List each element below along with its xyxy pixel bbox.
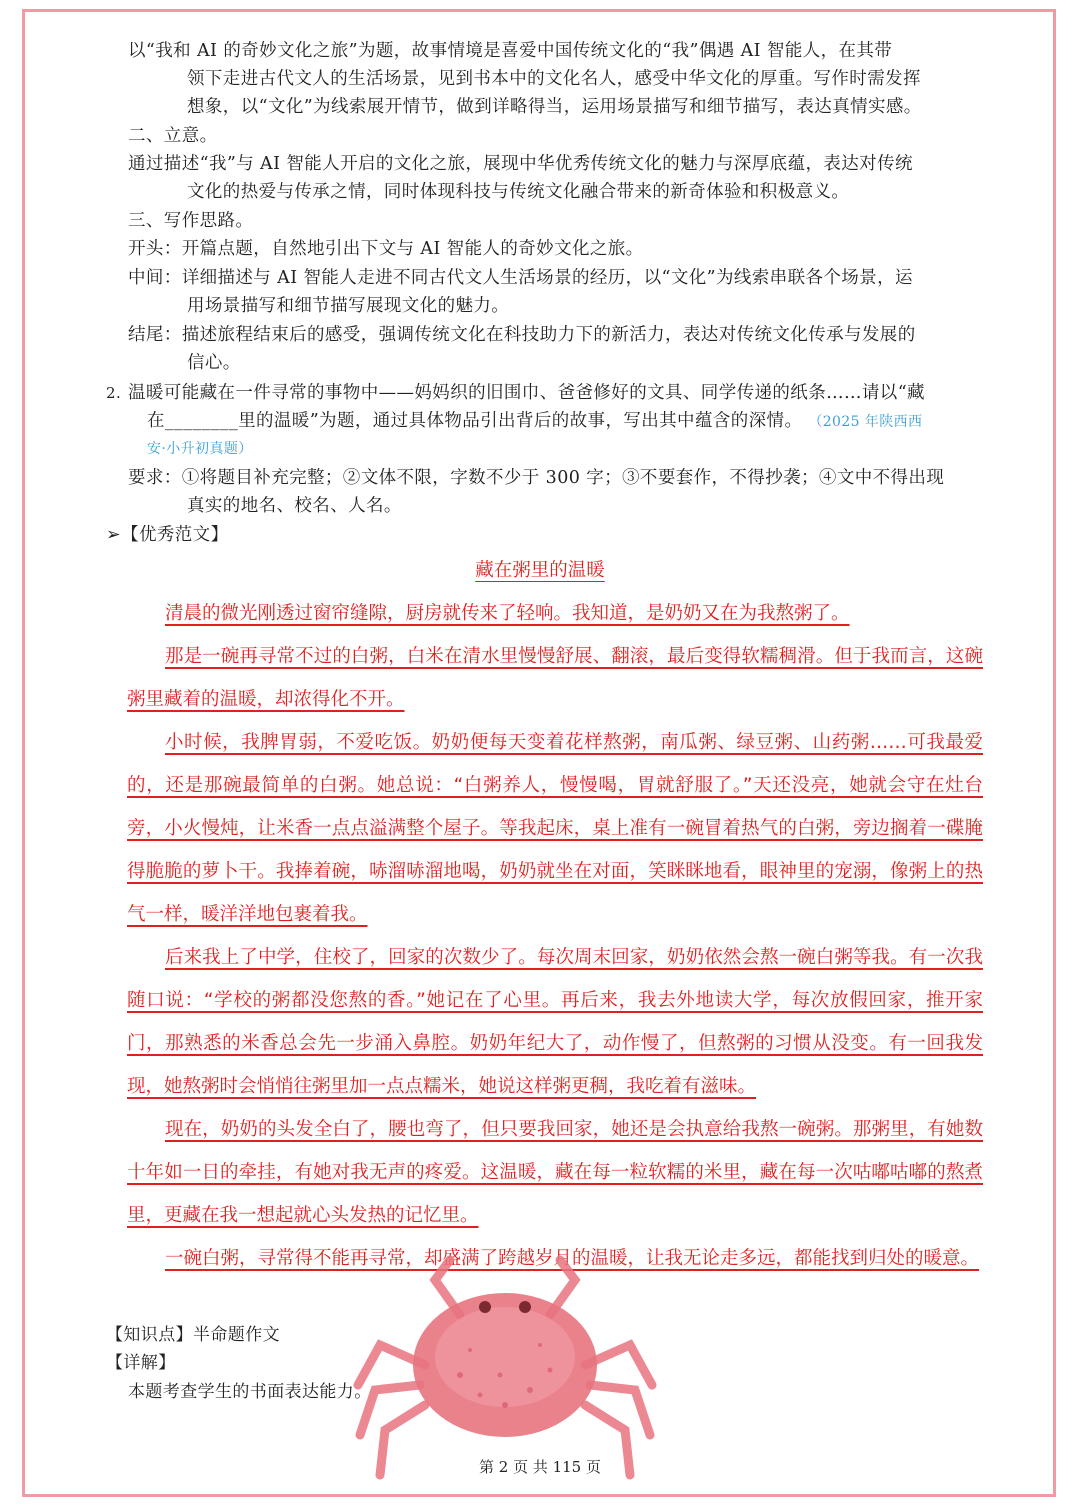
essay-paragraph: 现在，奶奶的头发全白了，腰也弯了，但只要我回家，她还是会执意给我熬一碗粥。那粥里，有她数十年如一日的牵挂，有她对我无声的疼爱。这温暖，藏在每一粒软糯的米里，藏在每一次咕嘟咕嘟的熬煮里，更藏在我一想起就心头发热的记忆里。 — [127, 1119, 983, 1226]
question-text-line: 在________里的温暖”为题，通过具体物品引出背后的故事，写出其中蕴含的深情。 — [147, 411, 803, 431]
outline-ending: 信心。 — [187, 353, 241, 373]
question-source: （2025 年陕西西 — [808, 414, 923, 430]
essay-paragraph: 那是一碗再寻常不过的白粥，白米在清水里慢慢舒展、翻滚，最后变得软糯稠滑。但于我而言，这碗粥里藏着的温暖，却浓得化不开。 — [127, 646, 983, 710]
section-heading: 三、写作思路。 — [128, 211, 254, 231]
question-text: 温暖可能藏在一件寻常的事物中——妈妈织的旧围巾、爸爸修好的文具、同学传递的纸条……请以“藏 — [128, 383, 925, 403]
outline-middle: 中间：详细描述与 AI 智能人走进不同古代文人生活场景的经历，以“文化”为线索串联各个场景，运 — [128, 268, 913, 288]
essay-paragraph: 小时候，我脾胃弱，不爱吃饭。奶奶便每天变着花样熬粥，南瓜粥、绿豆粥、山药粥……可我最爱的，还是那碗最简单的白粥。她总说：“白粥养人，慢慢喝，胃就舒服了。”天还没亮，她就会守在灶台旁，小火慢炖，让米香一点点溢满整个屋子。等我起床，桌上准有一碗冒着热气的白粥，旁边搁着一碟腌得脆脆的萝卜干。我捧着碗，哧溜哧溜地喝，奶奶就坐在对面，笑眯眯地看，眼神里的宠溺，像粥上的热气一样，暖洋洋地包裹着我。 — [127, 732, 983, 925]
essay-body — [127, 592, 983, 1280]
essay-paragraph: 清晨的微光刚透过窗帘缝隙，厨房就传来了轻响。我知道，是奶奶又在为我熬粥了。 — [165, 603, 850, 624]
explanation-heading: 【详解】 — [106, 1353, 176, 1373]
requirements: 真实的地名、校名、人名。 — [187, 496, 402, 516]
essay-title: 藏在粥里的温暖 — [475, 560, 605, 581]
excellent-essay-heading: ➢【优秀范文】 — [106, 525, 229, 545]
question-text — [147, 408, 922, 435]
requirements: 要求：①将题目补充完整；②文体不限，字数不少于 300 字；③不要套作，不得抄袭；④文中不得出现 — [128, 468, 945, 488]
outline-middle: 用场景描写和细节描写展现文化的魅力。 — [187, 296, 510, 316]
knowledge-point: 【知识点】半命题作文 — [106, 1325, 280, 1345]
page-number: 第 2 页 共 115 页 — [478, 1458, 601, 1476]
theme-line: 通过描述“我”与 AI 智能人开启的文化之旅，展现中华优秀传统文化的魅力与深厚底蕴，表达对传统 — [128, 154, 913, 174]
intro-line: 以“我和 AI 的奇妙文化之旅”为题，故事情境是喜爱中国传统文化的“我”偶遇 AI 智能人，在其带 — [128, 41, 893, 61]
intro-line: 想象，以“文化”为线索展开情节，做到详略得当，运用场景描写和细节描写，表达真情实感。 — [187, 97, 922, 117]
intro-line: 领下走进古代文人的生活场景，见到书本中的文化名人，感受中华文化的厚重。写作时需发挥 — [187, 69, 921, 89]
essay-paragraph: 后来我上了中学，住校了，回家的次数少了。每次周末回家，奶奶依然会熬一碗白粥等我。有一次我随口说：“学校的粥都没您熬的香。”她记在了心里。再后来，我去外地读大学，每次放假回家，推开家门，那熟悉的米香总会先一步涌入鼻腔。奶奶年纪大了，动作慢了，但熬粥的习惯从没变。有一回我发现，她熬粥时会悄悄往粥里加一点点糯米，她说这样粥更稠，我吃着有滋味。 — [127, 947, 983, 1097]
section-heading: 二、立意。 — [128, 126, 218, 146]
theme-line: 文化的热爱与传承之情，同时体现科技与传统文化融合带来的新奇体验和积极意义。 — [187, 182, 850, 202]
outline-opening: 开头：开篇点题，自然地引出下文与 AI 智能人的奇妙文化之旅。 — [128, 239, 644, 259]
question-number: 2. — [106, 384, 122, 402]
essay-paragraph: 一碗白粥，寻常得不能再寻常，却盛满了跨越岁月的温暖，让我无论走多远，都能找到归处的暖意。 — [165, 1248, 980, 1269]
outline-ending: 结尾：描述旅程结束后的感受，强调传统文化在科技助力下的新活力，表达对传统文化传承与发展的 — [128, 325, 916, 345]
explanation-text: 本题考查学生的书面表达能力。 — [128, 1382, 372, 1402]
question-source: 安·小升初真题） — [147, 441, 253, 457]
